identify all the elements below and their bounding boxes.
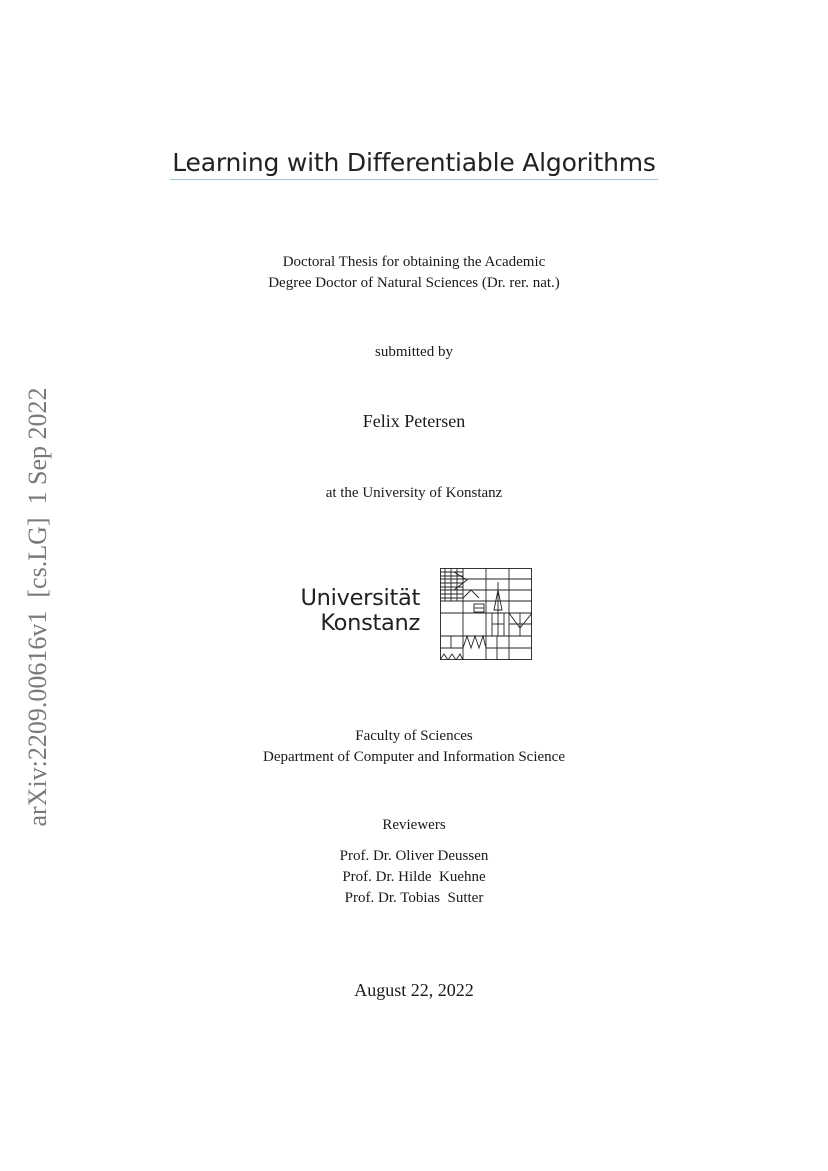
university-konstanz-logo-grid-icon: [440, 568, 532, 660]
logo-word: Konstanz: [320, 610, 420, 636]
reviewer-name: Prof. Dr. Oliver Deussen: [339, 848, 489, 864]
reviewers-heading: Reviewers: [382, 817, 446, 833]
reviewer-name: Prof. Dr. Tobias Sutter: [344, 890, 484, 906]
author-name: Felix Petersen: [362, 411, 466, 431]
thesis-title-text: Learning with Differentiable Algorithms: [170, 148, 657, 180]
submission-date: August 22, 2022: [354, 980, 474, 1000]
submitted-by-label: submitted by: [375, 344, 453, 360]
university-line: at the University of Konstanz: [325, 485, 503, 501]
reviewers-list: [0, 846, 828, 909]
logo-word: Universität: [300, 585, 420, 611]
department-name: Department of Computer and Information Science: [263, 749, 565, 765]
thesis-title[interactable]: [0, 148, 828, 180]
reviewer-name: Prof. Dr. Hilde Kuehne: [342, 869, 486, 885]
faculty-block: [0, 726, 828, 768]
degree-description: [0, 252, 828, 294]
university-logo-wordmark: [270, 586, 420, 636]
degree-description-line: Degree Doctor of Natural Sciences (Dr. rer. nat.): [268, 275, 560, 291]
arxiv-stamp: arXiv:2209.00616v1 [cs.LG] 1 Sep 2022: [23, 387, 52, 827]
faculty-name: Faculty of Sciences: [355, 728, 473, 744]
degree-description-line: Doctoral Thesis for obtaining the Academic: [282, 254, 546, 270]
